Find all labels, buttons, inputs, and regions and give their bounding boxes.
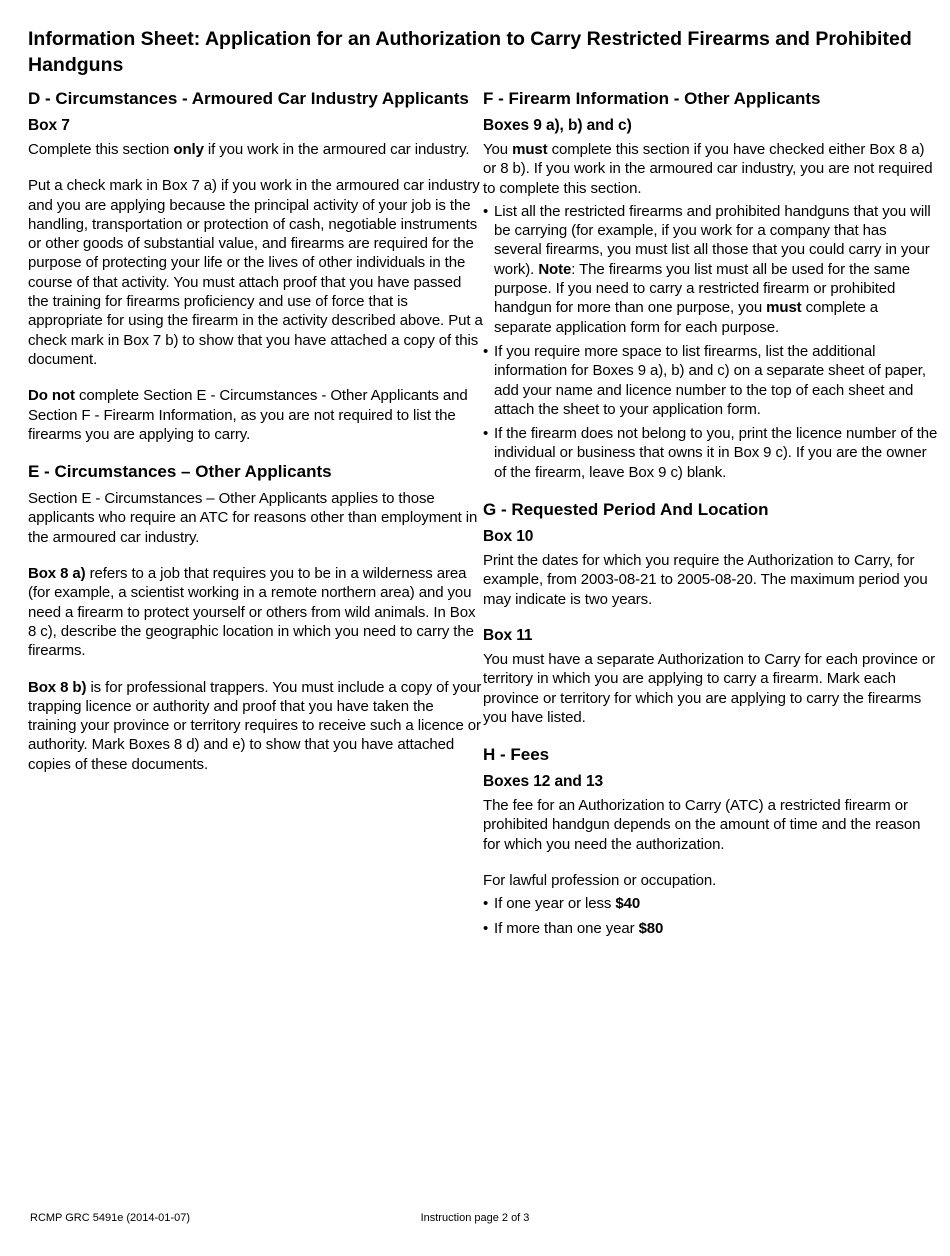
list-item [483,919,938,938]
section-h-bullet-list [483,894,938,938]
bullet-text: If the firearm does not belong to you, print the licence number of the individual or business that owns it in Box 9 c). If you are the owner of the firearm, leave Box 9 c) blank. [494,425,938,481]
bullet-text: List all the restricted firearms and prohibited handguns that you will be carrying (for example, if you work for a company that has several firearms, you must list all those that you could carry in your work). Note: The firearms you list must all be used for the same purpose. If you need to carry a restricted firearm or prohibited handgun for more than one purpose, you must complete a separate application form for each purpose. [494,202,931,336]
list-item [483,202,938,337]
list-item [483,424,938,482]
bullet-text: If one year or less $40 [494,895,641,913]
list-item [483,894,938,913]
form-number: RCMP GRC 5491e (2014-01-07) [30,1212,190,1224]
section-d-paragraph-3: Do not complete Section E - Circumstances - Other Applicants and Section F - Firearm Information, as you are not required to list the firearms you are applying to carry. [28,387,468,443]
section-e-paragraph-box8a: Box 8 a) refers to a job that requires you to be in a wilderness area (for example, a scientist working in a remote northern area) and you need a firearm to protect yourself or others from wild animals. In Box 8 c), describe the geographic location in which you need to carry the firearms. [28,565,476,660]
list-item [483,342,938,419]
section-e-paragraph-1: Section E - Circumstances – Other Applicants applies to those applicants who require an ATC for reasons other than employment in the armoured car industry. [28,490,478,546]
bullet-text: If more than one year $80 [494,919,664,937]
page-footer [0,1212,950,1225]
section-heading-h: H - Fees [483,745,550,765]
section-heading-f: F - Firearm Information - Other Applicants [483,89,821,108]
section-heading-d: D - Circumstances - Armoured Car Industry Applicants [28,89,469,108]
section-f-intro-paragraph: You must complete this section if you have checked either Box 8 a) or 8 b). If you work in the armoured car industry, you are not required to complete this section. [483,141,933,197]
bullet-icon: • [483,919,489,937]
box-11-heading: Box 11 [483,626,533,644]
bullet-icon: • [483,342,489,360]
box-7-heading: Box 7 [28,117,70,134]
bullet-icon: • [483,202,489,220]
section-g-box10-paragraph: Print the dates for which you require the Authorization to Carry, for example, from 2003-08-21 to 2005-08-20. The maximum period you may indicate is two years. [483,552,928,608]
section-h-paragraph-1: The fee for an Authorization to Carry (ATC) a restricted firearm or prohibited handgun depends on the amount of time and the reason for which you need the authorization. [483,797,921,853]
left-column [28,88,483,955]
bullet-text: If you require more space to list firearms, list the additional information for Boxes 9 a), b) and c) on a separate sheet of paper, add your name and licence number to the top of each sheet and attach the sheet to your application form. [494,342,926,418]
section-f-bullet-list [483,202,938,482]
boxes-12-13-heading: Boxes 12 and 13 [483,773,603,791]
section-h-paragraph-2: For lawful profession or occupation. [483,872,717,890]
bullet-icon: • [483,895,489,913]
section-d-paragraph-1: Complete this section only if you work in the armoured car industry. [28,141,470,158]
bullet-icon: • [483,425,489,443]
page-title: Information Sheet: Application for an Authorization to Carry Restricted Firearms and Prohibited Handguns [28,28,912,76]
section-d-paragraph-2: Put a check mark in Box 7 a) if you work in the armoured car industry and you are applying because the principal activity of your job is the handling, transportation or protection of cash, negotiable instruments or other goods of substantial value, and firearms are required for the purpose of protecting your life or the lives of other individuals in the course of that activity. You must attach proof that you have passed the training for firearms proficiency and use of force that is appropriate for using the firearm in the activity described above. Put a check mark in Box 7 b) to show that you have attached a copy of this document. [28,177,483,368]
right-column [483,88,938,955]
boxes-9-heading: Boxes 9 a), b) and c) [483,117,632,134]
box-10-heading: Box 10 [483,528,534,546]
page-number-label: Instruction page 2 of 3 [420,1212,530,1224]
section-heading-g: G - Requested Period And Location [483,500,769,520]
section-e-paragraph-box8b: Box 8 b) is for professional trappers. You must include a copy of your trapping licence or authority and proof that you have taken the training your province or territory requires to receive such a licence or authority. Mark Boxes 8 d) and e) to show that you have attached copies of these documents. [28,678,482,773]
section-heading-e: E - Circumstances – Other Applicants [28,462,332,482]
two-column-layout [28,88,950,955]
document-page [0,26,950,1256]
section-g-box11-paragraph: You must have a separate Authorization to Carry for each province or territory in which you are applying to carry a firearm. Mark each province or territory for which you are applying to carry the firearms you have listed. [483,650,936,726]
